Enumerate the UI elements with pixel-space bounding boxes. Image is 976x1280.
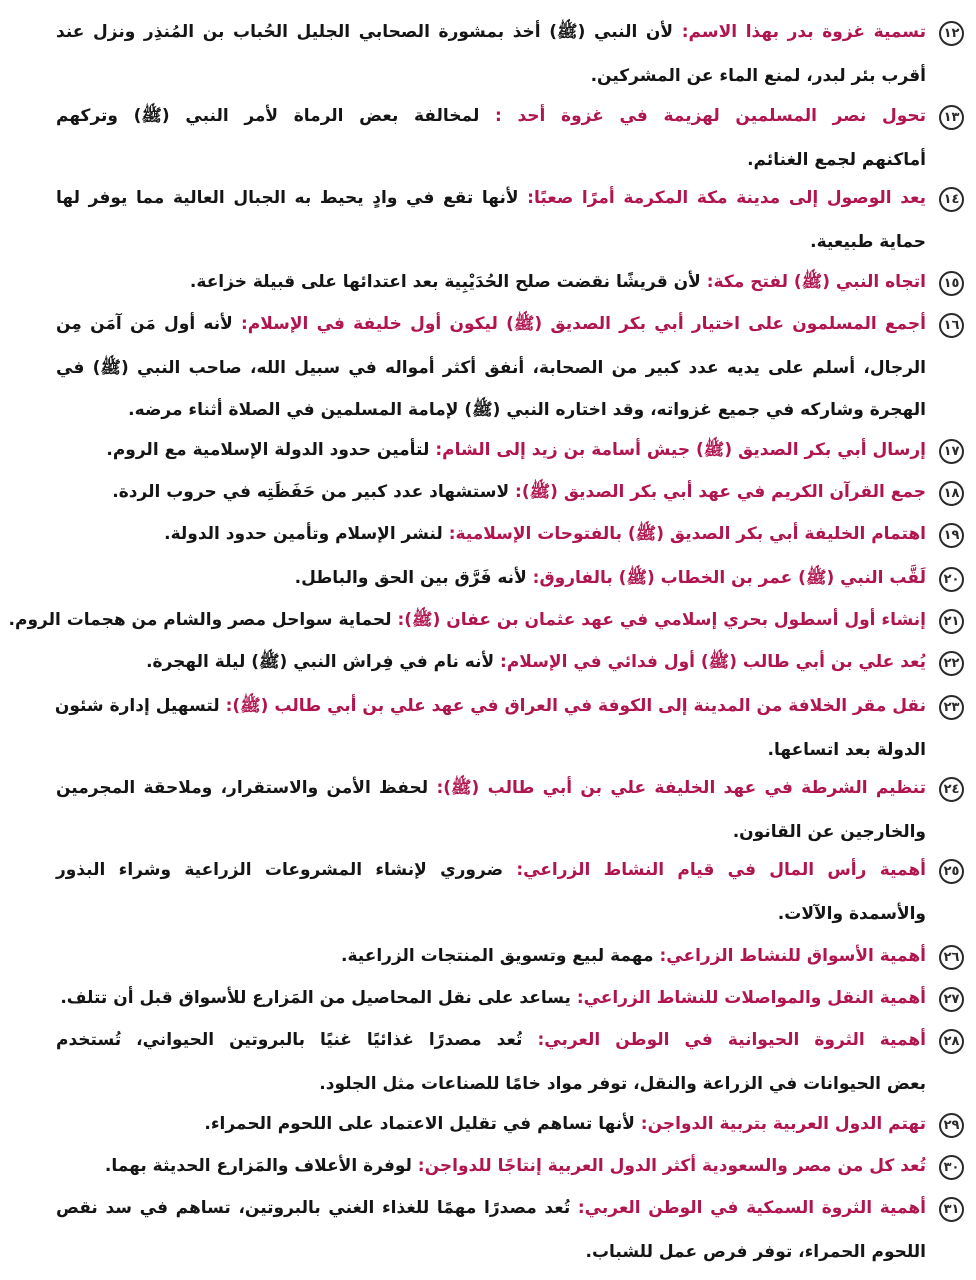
list-item: [0, 1022, 976, 1110]
item-title: تحول نصر المسلمين لهزيمة في غزوة أحد :: [495, 106, 926, 126]
list-item: [0, 98, 976, 186]
list-item: [0, 306, 976, 436]
list-item: [0, 516, 976, 560]
item-line: [56, 94, 926, 138]
item-text: لمخالفة بعض الرماة لأمر النبي (ﷺ) وتركهم: [56, 106, 495, 126]
item-line: [56, 176, 926, 220]
item-title: جمع القرآن الكريم في عهد أبي بكر الصديق (ﷺ):: [515, 482, 926, 502]
item-text: لتأمين حدود الدولة الإسلامية مع الروم.: [106, 440, 436, 460]
item-line: [56, 302, 926, 346]
item-title: أهمية الثروة السمكية في الوطن العربي:: [577, 1198, 926, 1218]
item-line: [56, 428, 926, 472]
item-continuation: والخارجين عن القانون.: [732, 822, 926, 842]
item-number: ٢٣: [939, 695, 964, 720]
item-text: لتسهيل إدارة شئون: [54, 696, 226, 716]
item-line: [56, 1144, 926, 1188]
item-number: ٢٦: [939, 945, 964, 970]
item-line: [56, 934, 926, 978]
item-text: تُعد مصدرًا غذائيًا غنيًا بالبروتين الحيواني، تُستخدم: [56, 1030, 538, 1050]
item-title: يُعد علي بن أبي طالب (ﷺ) أول فدائي في الإسلام:: [500, 652, 926, 672]
item-number: ١٦: [939, 313, 964, 338]
item-title: اتجاه النبي (ﷺ) لفتح مكة:: [706, 272, 926, 292]
item-title: تهتم الدول العربية بتربية الدواجن:: [640, 1114, 926, 1134]
item-text: لأنها تساهم في تقليل الاعتماد على اللحوم الحمراء.: [204, 1114, 641, 1134]
item-number: ٢١: [939, 609, 964, 634]
item-title: أهمية رأس المال في قيام النشاط الزراعي:: [516, 860, 926, 880]
item-title: إرسال أبي بكر الصديق (ﷺ) جيش أسامة بن زيد إلى الشام:: [435, 440, 926, 460]
item-text: تُعد مصدرًا مهمًا للغذاء الغني بالبروتين، تساهم في سد نقص: [56, 1198, 578, 1218]
item-number: ٢٨: [939, 1029, 964, 1054]
item-number: ١٩: [939, 523, 964, 548]
item-number: ٢٧: [939, 987, 964, 1012]
list-item: [0, 1190, 976, 1278]
item-line: [56, 976, 926, 1020]
item-number: ١٧: [939, 439, 964, 464]
item-text: لنشر الإسلام وتأمين حدود الدولة.: [164, 524, 449, 544]
item-line: [56, 470, 926, 514]
item-title: أهمية النقل والمواصلات للنشاط الزراعي:: [576, 988, 926, 1008]
item-text: لأن قريشًا نقضت صلح الحُدَيْبِية بعد اعتدائها على قبيلة خزاعة.: [189, 272, 707, 292]
item-number: ١٥: [939, 271, 964, 296]
item-number: ٣١: [939, 1197, 964, 1222]
list-item: [0, 180, 976, 268]
item-number: ١٣: [939, 105, 964, 130]
item-title: أجمع المسلمون على اختيار أبي بكر الصديق (ﷺ) ليكون أول خليفة في الإسلام:: [241, 314, 926, 334]
item-number: ٢٢: [939, 651, 964, 676]
item-continuation: اللحوم الحمراء، توفر فرص عمل للشباب.: [585, 1242, 926, 1262]
item-title: يعد الوصول إلى مدينة مكة المكرمة أمرًا صعبًا:: [527, 188, 926, 208]
item-line: [56, 684, 926, 728]
item-number: ٣٠: [939, 1155, 964, 1180]
item-number: ١٨: [939, 481, 964, 506]
item-number: ٢٤: [939, 777, 964, 802]
item-text: لأنه نام في فِراش النبي (ﷺ) ليلة الهجرة.: [146, 652, 501, 672]
item-title: أهمية الثروة الحيوانية في الوطن العربي:: [537, 1030, 926, 1050]
item-line: [56, 556, 926, 600]
item-number: ٢٥: [939, 859, 964, 884]
item-text: لوفرة الأعلاف والمَزارع الحديثة بهما.: [104, 1156, 418, 1176]
item-continuation: أماكنهم لجمع الغنائم.: [747, 150, 926, 170]
item-continuation: الرجال، أسلم على يديه عدد كبير من الصحابة، أنفق أكثر أمواله في سبيل الله، صاحب النبي (ﷺ) في: [56, 358, 926, 378]
item-text: لحماية سواحل مصر والشام من هجمات الروم.: [8, 610, 398, 630]
item-continuation: أقرب بئر لبدر، لمنع الماء عن المشركين.: [590, 66, 926, 86]
item-line: [56, 512, 926, 556]
list-item: [0, 644, 976, 688]
item-number: ١٤: [939, 187, 964, 212]
item-text: ضروري لإنشاء المشروعات الزراعية وشراء البذور: [56, 860, 517, 880]
item-line: [56, 1102, 926, 1146]
item-text: لحفظ الأمن والاستقرار، وملاحقة المجرمين: [56, 778, 437, 798]
item-line: [56, 640, 926, 684]
item-text: مهمة لبيع وتسويق المنتجات الزراعية.: [341, 946, 660, 966]
item-line: [56, 1186, 926, 1230]
list-item: [0, 852, 976, 940]
item-line: [8, 598, 926, 642]
item-text: لأنه فَرَّق بين الحق والباطل.: [294, 568, 533, 588]
item-line: [56, 260, 926, 304]
item-number: ١٢: [939, 21, 964, 46]
item-title: نقل مقر الخلافة من المدينة إلى الكوفة في العراق في عهد علي بن أبي طالب (ﷺ):: [225, 696, 926, 716]
list-item: [0, 14, 976, 102]
item-title: لَقَّب النبي (ﷺ) عمر بن الخطاب (ﷺ) بالفاروق:: [532, 568, 926, 588]
item-title: إنشاء أول أسطول بحري إسلامي في عهد عثمان بن عفان (ﷺ):: [397, 610, 926, 630]
item-title: تُعد كل من مصر والسعودية أكثر الدول العربية إنتاجًا للدواجن:: [417, 1156, 926, 1176]
item-text: لأنه أول مَن آمَن مِن: [56, 314, 241, 334]
item-text: يساعد على نقل المحاصيل من المَزارع للأسواق قبل أن تتلف.: [60, 988, 577, 1008]
item-continuation: الدولة بعد اتساعها.: [767, 740, 926, 760]
item-title: أهمية الأسواق للنشاط الزراعي:: [659, 946, 926, 966]
item-text: لأن النبي (ﷺ) أخذ بمشورة الصحابي الجليل الحُباب بن المُنذِر ونزل عند: [56, 22, 682, 42]
item-continuation: حماية طبيعية.: [810, 232, 926, 252]
item-continuation: والأسمدة والآلات.: [777, 904, 926, 924]
item-continuation: الهجرة وشاركه في جميع غزواته، وقد اختاره النبي (ﷺ) لإمامة المسلمين في الصلاة أثناء مرضه.: [128, 400, 926, 420]
item-text: لأنها تقع في وادٍ يحيط به الجبال العالية مما يوفر لها: [56, 188, 528, 208]
item-continuation: بعض الحيوانات في الزراعة والنقل، توفر مواد خامًا للصناعات مثل الجلود.: [319, 1074, 926, 1094]
item-line: [56, 1018, 926, 1062]
item-line: [56, 766, 926, 810]
item-number: ٢٩: [939, 1113, 964, 1138]
item-line: [56, 848, 926, 892]
item-title: تسمية غزوة بدر بهذا الاسم:: [681, 22, 926, 42]
item-title: تنظيم الشرطة في عهد الخليفة علي بن أبي طالب (ﷺ):: [436, 778, 926, 798]
list-item: [0, 770, 976, 858]
item-text: لاستشهاد عدد كبير من حَفَظَتِه في حروب الردة.: [112, 482, 516, 502]
item-line: [56, 10, 926, 54]
item-title: اهتمام الخليفة أبي بكر الصديق (ﷺ) بالفتوحات الإسلامية:: [448, 524, 926, 544]
item-number: ٢٠: [939, 567, 964, 592]
list-item: [0, 688, 976, 776]
